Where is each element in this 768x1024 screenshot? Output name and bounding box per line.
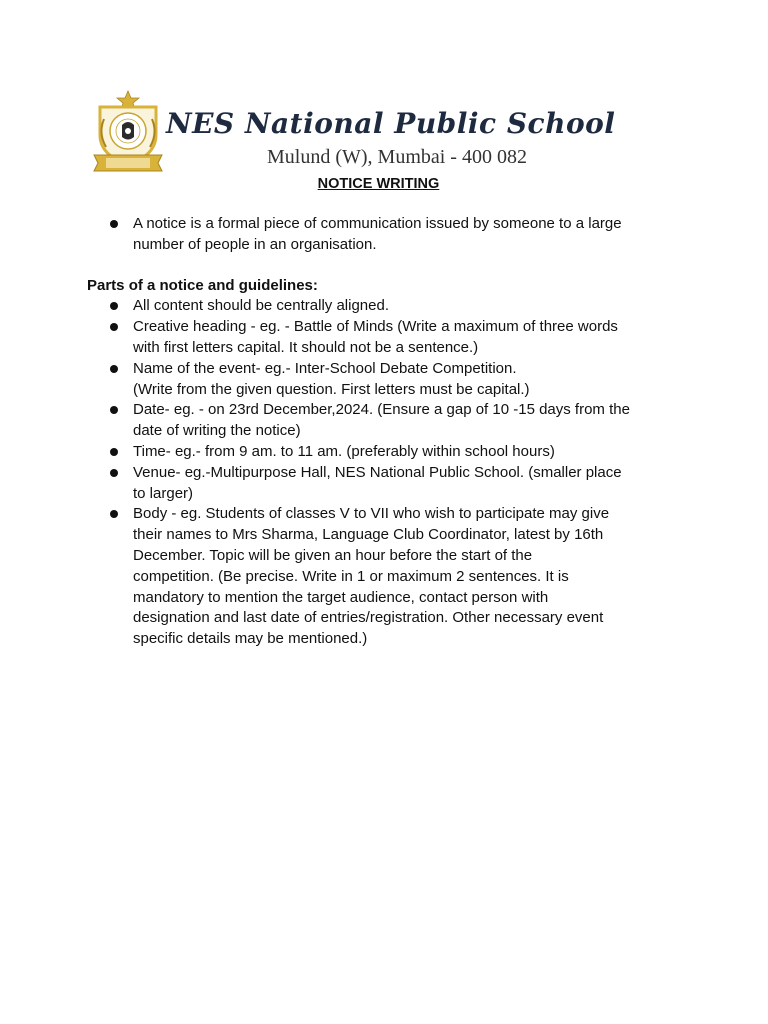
text-line: competition. (Be precise. Write in 1 or maximum 2 sentences. It is [133, 567, 569, 585]
bullet-icon [110, 406, 118, 414]
bullet-icon [110, 302, 118, 310]
text-line: Venue- eg.-Multipurpose Hall, NES National Public School. (smaller place [133, 463, 622, 481]
text-line: Creative heading - eg. - Battle of Minds (Write a maximum of three words [133, 318, 618, 336]
bullet-icon [110, 220, 118, 228]
list-item [0, 359, 678, 401]
text-line: Body - eg. Students of classes V to VII who wish to participate may give [133, 505, 610, 523]
school-name: NES National Public School [166, 107, 616, 140]
bullet-icon [110, 448, 118, 456]
bullet-icon [110, 469, 118, 477]
list-item [0, 504, 678, 650]
list-item [0, 317, 678, 359]
letterhead [0, 0, 768, 200]
text-line: specific details may be mentioned.) [133, 630, 368, 648]
guidelines-list [0, 296, 768, 650]
list-item [0, 463, 678, 505]
text-line: designation and last date of entries/registration. Other necessary event [133, 609, 604, 627]
list-item [0, 296, 678, 317]
page-title: NOTICE WRITING [317, 176, 440, 192]
text-line: Time- eg.- from 9 am. to 11 am. (preferably within school hours) [133, 442, 555, 460]
school-crest-logo [92, 89, 164, 173]
document-body [0, 214, 768, 650]
text-line: number of people in an organisation. [133, 235, 377, 253]
list-item [0, 214, 678, 256]
section-heading: Parts of a notice and guidelines: [87, 276, 318, 294]
list-item [0, 400, 678, 442]
text-line: Date- eg. - on 23rd December,2024. (Ensure a gap of 10 -15 days from the [133, 401, 630, 419]
school-address: Mulund (W), Mumbai - 400 082 [267, 146, 527, 168]
text-line: date of writing the notice) [133, 422, 301, 440]
text-line: All content should be centrally aligned. [133, 297, 389, 315]
bullet-icon [110, 323, 118, 331]
intro-list [0, 214, 768, 256]
bullet-icon [110, 510, 118, 518]
text-line: December. Topic will be given an hour before the start of the [133, 546, 533, 564]
text-line: A notice is a formal piece of communication issued by someone to a large [133, 215, 622, 232]
text-line: mandatory to mention the target audience, contact person with [133, 588, 549, 606]
bullet-icon [110, 365, 118, 373]
text-line: their names to Mrs Sharma, Language Club Coordinator, latest by 16th [133, 526, 604, 544]
text-line: to larger) [133, 484, 194, 502]
text-line: with first letters capital. It should not be a sentence.) [133, 338, 479, 356]
text-line: Name of the event- eg.- Inter-School Debate Competition. [133, 359, 517, 377]
list-item [0, 442, 678, 463]
text-line: (Write from the given question. First letters must be capital.) [133, 380, 530, 398]
